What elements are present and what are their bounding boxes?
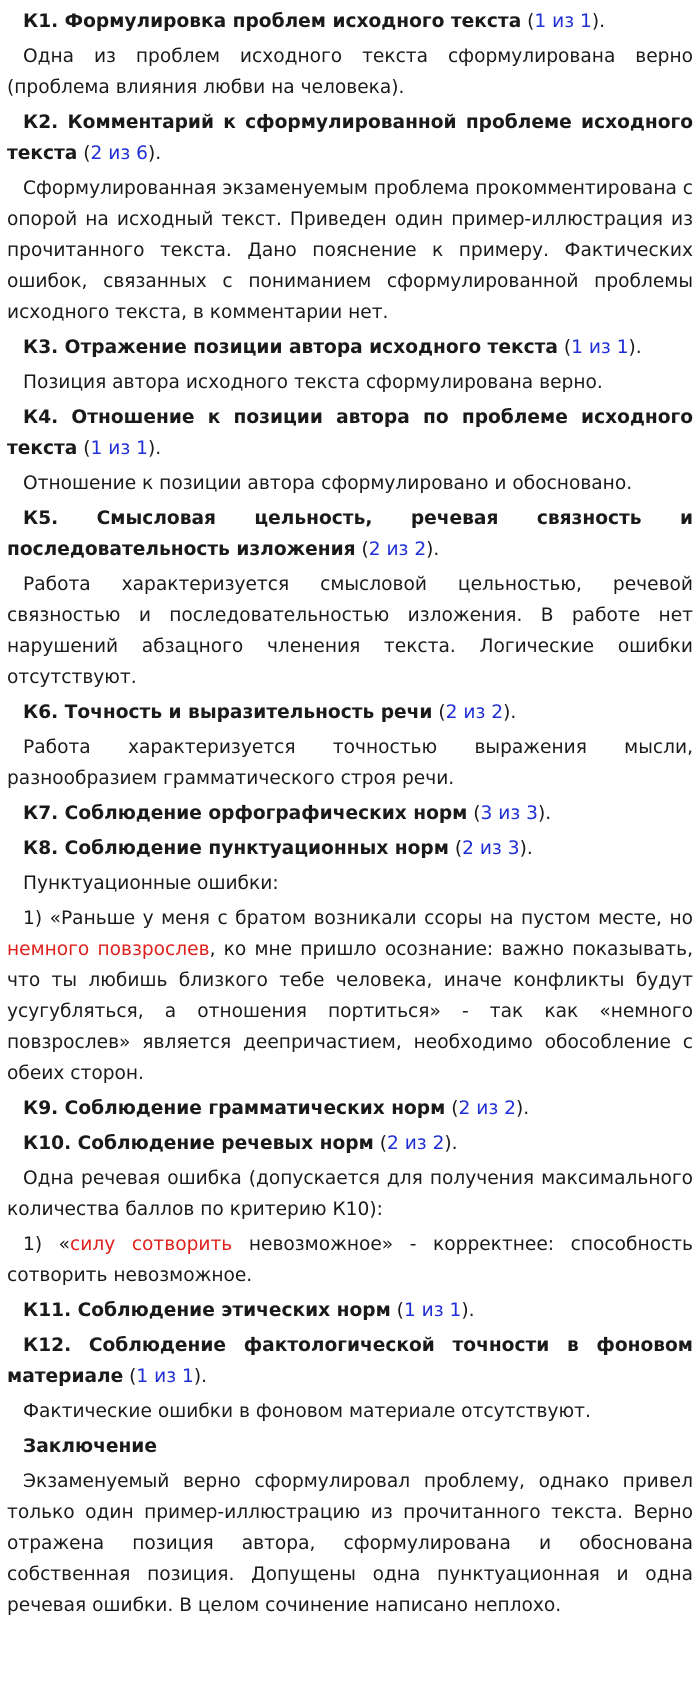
- k10-error-fragment: силу сотворить: [70, 1234, 233, 1255]
- k11-heading: К11. Соблюдение этических норм (1 из 1).: [23, 1300, 475, 1321]
- k10-title: К10. Соблюдение речевых норм: [23, 1133, 374, 1154]
- k4-heading: К4. Отношение к позиции автора по проблеме исходного текста (1 из 1).: [7, 407, 693, 459]
- k4-text: Отношение к позиции автора сформулировано и обосновано.: [23, 473, 633, 494]
- k8-heading: К8. Соблюдение пунктуационных норм (2 из 3).: [23, 838, 533, 859]
- k6-title: К6. Точность и выразительность речи: [23, 702, 433, 723]
- k3-score: 1 из 1: [571, 337, 629, 358]
- k4-title: К4. Отношение к позиции автора по проблеме исходного текста: [7, 407, 693, 459]
- k10-intro: Одна речевая ошибка (допускается для получения максимального количества баллов по критерию К10):: [7, 1168, 693, 1220]
- essay-evaluation: [7, 6, 693, 1621]
- k8-score: 2 из 3: [462, 838, 520, 859]
- k7-score: 3 из 3: [480, 803, 538, 824]
- k9-title: К9. Соблюдение грамматических норм: [23, 1098, 446, 1119]
- k1-heading: К1. Формулировка проблем исходного текста (1 из 1).: [23, 11, 606, 32]
- k6-score: 2 из 2: [445, 702, 504, 723]
- k10-error-item: [7, 1229, 693, 1291]
- k5-text: Работа характеризуется смысловой цельностью, речевой связностью и последовательностью изложения. В работе нет нарушений абзацного членения текста. Логические ошибки отсутствуют.: [7, 574, 693, 688]
- k12-heading: К12. Соблюдение фактологической точности в фоновом материале (1 из 1).: [7, 1335, 693, 1387]
- k5-score: 2 из 2: [368, 539, 427, 560]
- k11-score: 1 из 1: [403, 1300, 462, 1321]
- k10-heading: К10. Соблюдение речевых норм (2 из 2).: [23, 1133, 458, 1154]
- k5-heading: К5. Смысловая цельность, речевая связность и последовательность изложения (2 из 2).: [7, 508, 693, 560]
- k9-score: 2 из 2: [458, 1098, 516, 1119]
- k3-title: К3. Отражение позиции автора исходного текста: [23, 337, 558, 358]
- k8-item-after: , ко мне пришло осознание: важно показывать, что ты любишь близкого тебе человека, иначе конфликты будут усугубляться, а отношения портиться» - так как «немного повзрослев» является деепричастием, необходимо обособление с обеих сторон.: [7, 939, 693, 1084]
- k12-score: 1 из 1: [136, 1366, 194, 1387]
- k8-intro: Пунктуационные ошибки:: [23, 873, 279, 894]
- k3-text: Позиция автора исходного текста сформулирована верно.: [23, 372, 603, 393]
- k8-item-before: 1) «Раньше у меня с братом возникали ссоры на пустом месте, но: [23, 908, 693, 929]
- conclusion-title: Заключение: [23, 1436, 157, 1457]
- k12-title: К12. Соблюдение фактологической точности в фоновом материале: [7, 1335, 693, 1387]
- k1-text: Одна из проблем исходного текста сформулирована верно (проблема влияния любви на человека).: [7, 46, 693, 98]
- k3-heading: К3. Отражение позиции автора исходного текста (1 из 1).: [23, 337, 642, 358]
- k9-heading: К9. Соблюдение грамматических норм (2 из 2).: [23, 1098, 530, 1119]
- k8-title: К8. Соблюдение пунктуационных норм: [23, 838, 449, 859]
- k2-text: Сформулированная экзаменуемым проблема прокомментирована с опорой на исходный текст. Приведен один пример-иллюстрация из прочитанного текста. Дано пояснение к примеру. Фактических ошибок, связанных с пониманием сформулированной проблемы исходного текста, в комментарии нет.: [7, 178, 694, 323]
- conclusion-heading: [7, 1431, 693, 1462]
- k7-title: К7. Соблюдение орфографических норм: [23, 803, 468, 824]
- k10-score: 2 из 2: [386, 1133, 445, 1154]
- k1-title: К1. Формулировка проблем исходного текста: [23, 11, 522, 32]
- k6-heading: К6. Точность и выразительность речи (2 из 2).: [23, 702, 517, 723]
- k8-error-fragment: немного повзрослев: [7, 939, 210, 960]
- k8-error-item: [7, 903, 693, 1089]
- k12-text: Фактические ошибки в фоновом материале отсутствуют.: [23, 1401, 591, 1422]
- conclusion-text: Экзаменуемый верно сформулировал проблему, однако привел только один пример-иллюстрацию из прочитанного текста. Верно отражена позиция автора, сформулирована и обоснована собственная позиция. Допущены одна пунктуационная и одна речевая ошибки. В целом сочинение написано неплохо.: [7, 1471, 693, 1616]
- k4-score: 1 из 1: [90, 438, 148, 459]
- k2-score: 2 из 6: [90, 143, 148, 164]
- k10-item-before: 1) «: [23, 1234, 71, 1255]
- k11-title: К11. Соблюдение этических норм: [23, 1300, 391, 1321]
- k6-text: Работа характеризуется точностью выражения мысли, разнообразием грамматического строя речи.: [7, 737, 693, 789]
- k10-item-after: невозможное» - корректнее: способность сотворить невозможное.: [7, 1234, 693, 1286]
- k2-title: К2. Комментарий к сформулированной проблеме исходного текста: [7, 112, 693, 164]
- k7-heading: К7. Соблюдение орфографических норм (3 из 3).: [23, 803, 552, 824]
- k5-title: К5. Смысловая цельность, речевая связность и последовательность изложения: [7, 508, 693, 560]
- k2-heading: К2. Комментарий к сформулированной проблеме исходного текста (2 из 6).: [7, 112, 693, 164]
- k1-score: 1 из 1: [534, 11, 592, 32]
